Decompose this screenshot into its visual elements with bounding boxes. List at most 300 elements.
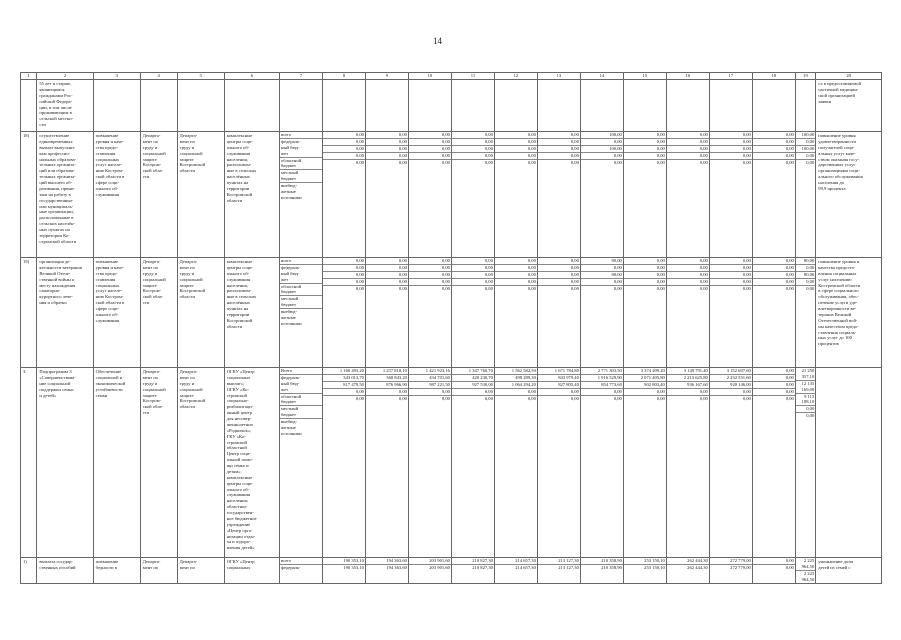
value-cell — [365, 258, 408, 368]
amount: 927 530,00 — [452, 382, 494, 389]
value-cell — [666, 368, 709, 558]
amount: 210 827,30 — [472, 564, 493, 570]
amount: 1 421 923,16 — [409, 368, 451, 375]
source-label: всего — [280, 132, 322, 139]
expected-result: повышение уровня удовлетворенности получателей соци- альных услуг каче- ством оказания госу- дарственных услуг организациями соци- ального обслуживания населения до 99,9 процента — [816, 132, 882, 258]
amount: 0,00 — [796, 139, 815, 146]
amount: 343 013,70 — [323, 375, 365, 382]
amount: 0,00 — [699, 395, 708, 401]
amount: 21 250 357,10 — [796, 368, 815, 381]
amount: 0,00 — [538, 279, 580, 286]
header-cell: 8 — [322, 73, 365, 80]
amount: 0,00 — [796, 279, 815, 286]
source-label: местный бюджет — [280, 406, 322, 419]
amount: 0,00 — [613, 159, 622, 165]
amount: 0,00 — [409, 265, 451, 272]
amount: 0,00 — [667, 265, 709, 272]
amount: 100,00 — [796, 146, 815, 153]
header-cell: 1 — [21, 73, 37, 80]
expected-result — [816, 368, 882, 558]
value-cell — [365, 558, 408, 584]
header-cell: 16 — [666, 73, 709, 80]
amount: 0,00 — [538, 153, 580, 160]
amount: 0,00 — [806, 285, 815, 291]
amount: 2 071 405,80 — [624, 375, 666, 382]
source-label: всего — [280, 258, 322, 265]
value-cell — [709, 558, 752, 584]
amount: 0,00 — [495, 258, 537, 265]
participant: ОГКУ «Центр социальных выплат»; ОГКУ «Ко- стромской социально- реабилитаци- онный центр для несовер- шеннолетних «Родничок»; ГКУ «Ко- стромской областной Центр соци- альной помо- щи семье и детям»; комплексные центры соци- ального об- служивания населения; областное государствен- ное бюджетное учреждение «Центр орга- низации отды- ха и оздоро- вления детей» — [224, 368, 279, 558]
amount: 0,00 — [699, 285, 708, 291]
cell — [279, 80, 322, 132]
value-cell — [322, 258, 365, 368]
cell — [537, 80, 580, 132]
amount: 843 979,40 — [538, 375, 580, 382]
amount: 2 225 964,50 — [801, 570, 815, 582]
cell: сл в предоставляемой частичной медицин- ской организацией заявки — [816, 80, 882, 132]
amount: 0,00 — [710, 258, 752, 265]
value-cell — [623, 368, 666, 558]
amount: 0,00 — [742, 285, 751, 291]
cell — [795, 80, 815, 132]
amount: 0,00 — [495, 132, 537, 139]
amount: 0,00 — [753, 132, 795, 139]
amount: 100,00 — [581, 146, 623, 153]
amount: 0,00 — [366, 146, 408, 153]
amount: 360 843,20 — [366, 375, 408, 382]
amount: 194 363,60 — [386, 564, 407, 570]
amount: 0,00 — [409, 132, 451, 139]
table-row — [21, 132, 882, 258]
amount: 0,00 — [742, 395, 751, 401]
amount: 0,00 — [355, 159, 364, 165]
amount: 0,00 — [699, 159, 708, 165]
row-number: 3. — [21, 368, 37, 558]
amount: 987 221,50 — [409, 382, 451, 389]
value-cell — [451, 132, 494, 258]
value-cell — [795, 558, 815, 584]
amount: 100,00 — [796, 132, 815, 139]
amount: 0,00 — [355, 395, 364, 401]
goal: Обеспечение социальной и экономической устойчивости семьи — [93, 368, 140, 558]
amount: 0,00 — [409, 153, 451, 160]
amount: 0,00 — [796, 265, 815, 272]
cell — [752, 80, 795, 132]
table-row — [21, 258, 882, 368]
amount: 1 562 582,50 — [495, 368, 537, 375]
amount: 0,00 — [581, 389, 623, 396]
header-cell: 7 — [279, 73, 322, 80]
amount: 0,00 — [753, 368, 795, 375]
amount: 0,00 — [624, 153, 666, 160]
amount: 827 805,40 — [538, 382, 580, 389]
value-cell — [580, 368, 623, 558]
amount: 0,00 — [538, 132, 580, 139]
amount: 0,00 — [656, 395, 665, 401]
value-cell — [451, 558, 494, 584]
funding-sources — [279, 558, 322, 584]
amount: 2 771 303,50 — [581, 368, 623, 375]
amount: 0,00 — [366, 153, 408, 160]
value-cell — [752, 258, 795, 368]
amount: 0,00 — [806, 159, 815, 165]
cell — [623, 80, 666, 132]
amount: 0,00 — [366, 272, 408, 279]
amount: 0,00 — [409, 389, 451, 396]
value-cell — [666, 558, 709, 584]
amount: 262 444,30 — [687, 564, 708, 570]
amount: 0,00 — [785, 159, 794, 165]
source-label: Всего — [280, 368, 322, 375]
amount: 0,00 — [452, 132, 494, 139]
amount: 253 150,10 — [624, 558, 666, 565]
amount: 80,00 — [796, 272, 815, 279]
amount: 100,00 — [581, 132, 623, 139]
amount: 434 701,60 — [409, 375, 451, 382]
header-cell: 4 — [140, 73, 177, 80]
amount: 1 160 493,20 — [323, 368, 365, 375]
amount: 0,00 — [570, 159, 579, 165]
header-cell: 10 — [408, 73, 451, 80]
amount: 0,00 — [613, 285, 622, 291]
amount: 262 444,30 — [667, 558, 709, 565]
header-cell: 20 — [816, 73, 882, 80]
amount: 0,00 — [753, 558, 795, 565]
amount: 0,00 — [624, 258, 666, 265]
value-cell — [365, 132, 408, 258]
amount: 0,00 — [495, 272, 537, 279]
amount: 0,00 — [355, 285, 364, 291]
value-cell — [795, 258, 815, 368]
goal: повышение уровня и каче- ства предо- ставления социальных услуг населе- нию Костром- ской области в сфере соци- ального об- служивания — [93, 258, 140, 368]
value-cell — [752, 368, 795, 558]
amount: 9 115 188,10 — [796, 394, 815, 407]
amount: 0,00 — [409, 279, 451, 286]
value-cell — [322, 368, 365, 558]
amount: 0,00 — [753, 146, 795, 153]
amount: 0,00 — [452, 265, 494, 272]
amount: 0,00 — [785, 285, 794, 291]
amount: 854 773,60 — [581, 382, 623, 389]
executor: Департа- мент по — [140, 558, 177, 584]
amount: 0,00 — [538, 139, 580, 146]
header-cell: 5 — [177, 73, 224, 80]
header-cell: 12 — [494, 73, 537, 80]
amount: 0,00 — [667, 279, 709, 286]
amount: 0,00 — [452, 153, 494, 160]
value-cell — [537, 258, 580, 368]
amount: 194 363,60 — [366, 558, 408, 565]
amount: 936 167,60 — [667, 382, 709, 389]
amount: 0,00 — [495, 265, 537, 272]
value-cell — [494, 132, 537, 258]
amount: 0,00 — [667, 139, 709, 146]
amount: 0,00 — [581, 279, 623, 286]
amount: 0,00 — [441, 285, 450, 291]
amount: 0,00 — [366, 265, 408, 272]
amount: 0,00 — [624, 132, 666, 139]
value-cell — [580, 132, 623, 258]
amount: 0,00 — [527, 285, 536, 291]
source-label: федераль- ный бюд- жет — [280, 139, 322, 158]
value-cell — [322, 132, 365, 258]
cell — [140, 80, 177, 132]
value-cell — [666, 132, 709, 258]
amount: 214 657,30 — [515, 564, 536, 570]
amount: 214 657,30 — [495, 558, 537, 565]
cell — [224, 80, 279, 132]
amount: 0,00 — [581, 153, 623, 160]
amount: 0,00 — [527, 159, 536, 165]
amount: 0,00 — [753, 382, 795, 389]
source-label: областной бюджет — [280, 394, 322, 407]
amount: 0,00 — [753, 272, 795, 279]
amount: 0,00 — [495, 153, 537, 160]
cell — [451, 80, 494, 132]
value-cell — [709, 368, 752, 558]
header-cell: 19 — [795, 73, 815, 80]
amount: 0,00 — [495, 146, 537, 153]
value-cell — [795, 132, 815, 258]
value-cell — [709, 258, 752, 368]
amount: 0,00 — [323, 265, 365, 272]
value-cell — [537, 558, 580, 584]
source-label: внебюд- жетные источники — [280, 309, 302, 326]
amount: 0,00 — [441, 395, 450, 401]
amount: 0,00 — [495, 389, 537, 396]
expected-result: повышение уровня и качества предоста- вления социальных услуг населению Костромской области в сфере социального обслуживания, обес- печение услуги уде- влетворенности ве- теранов Великой Отечественной вой- ны качеством предо- ставления социаль- ных услуг до 100 процентов — [816, 258, 882, 368]
source-label: федераль- ный бюд- жет — [280, 265, 322, 284]
executor: Департа- мент по труду и социальной защите Костром- ской обла- сти — [140, 368, 177, 558]
participant: комплексные центры соци- ального об- служивания населения, расположен- ные в сельских населённых пунктах на территории Костромской области — [224, 132, 279, 258]
amount: 0,00 — [710, 265, 752, 272]
header-cell: 17 — [709, 73, 752, 80]
cell: 55 лет и старше, являющимся гражданами Рос- сийской Федера- ции, в том числе проживающим в сельской местно- сти — [37, 80, 93, 132]
cell — [21, 80, 37, 132]
amount: 0,00 — [570, 395, 579, 401]
financing-table — [20, 72, 882, 584]
amount: 902 803,40 — [624, 382, 666, 389]
amount: 0,00 — [366, 139, 408, 146]
amount: 0,00 — [484, 159, 493, 165]
header-cell: 18 — [752, 73, 795, 80]
amount: 0,00 — [366, 258, 408, 265]
amount: 0,00 — [409, 146, 451, 153]
amount: 817 479,50 — [323, 382, 365, 389]
cell — [322, 80, 365, 132]
amount: 210 358,90 — [581, 558, 623, 565]
amount: 0,00 — [796, 153, 815, 160]
amount: 0,00 — [441, 159, 450, 165]
amount: 0,00 — [624, 265, 666, 272]
amount: 0,00 — [753, 258, 795, 265]
value-cell — [451, 368, 494, 558]
amount: 272 779,00 — [710, 558, 752, 565]
table-row — [21, 558, 882, 584]
source-label: областной бюджет — [280, 284, 322, 297]
cell — [177, 80, 224, 132]
amount: 2 232 551,60 — [710, 375, 752, 382]
value-cell — [537, 132, 580, 258]
amount: 0,00 — [495, 139, 537, 146]
value-cell — [408, 258, 451, 368]
co-executor: Департа- мент по труду и социальной защите Костромской области — [177, 368, 224, 558]
amount: 190 353,10 — [323, 558, 365, 565]
amount: 0,00 — [452, 258, 494, 265]
co-executor: Департа- мент по труду и социальной защите Костромской области — [177, 132, 224, 258]
amount: 80,00 — [581, 258, 623, 265]
header-row — [21, 73, 882, 80]
value-cell — [795, 368, 815, 558]
measure-name: Подпрограмма 3 «Совершенствова- ние социальной поддержки семьи и детей» — [37, 368, 93, 558]
amount: 0,00 — [409, 139, 451, 146]
header-cell: 3 — [93, 73, 140, 80]
value-cell — [752, 132, 795, 258]
executor: Департа- мент по труду и социальной защите Костром- ской обла- сти — [140, 132, 177, 258]
amount: 2 213 625,80 — [667, 375, 709, 382]
source-label: внебюд- жетные источники — [280, 419, 302, 436]
amount: 0,00 — [452, 279, 494, 286]
amount: 0,00 — [710, 279, 752, 286]
amount: 253 150,10 — [644, 564, 665, 570]
cell — [709, 80, 752, 132]
cell — [494, 80, 537, 132]
amount: 0,00 — [710, 146, 752, 153]
amount: 3 374 209,20 — [624, 368, 666, 375]
source-label: местный бюджет — [280, 170, 322, 183]
source-label: областной бюджет — [280, 158, 322, 171]
amount: 80,00 — [581, 272, 623, 279]
amount: 0,00 — [570, 285, 579, 291]
amount: 0,00 — [323, 139, 365, 146]
source-label: федераль- ный бюд- жет — [280, 375, 322, 394]
amount: 213 127,30 — [538, 558, 580, 565]
value-cell — [322, 558, 365, 584]
co-executor: Департа- мент по труду и социальной защите Костромской области — [177, 258, 224, 368]
amount: 1 916 529,90 — [581, 375, 623, 382]
amount: 0,00 — [710, 132, 752, 139]
amount: 0,00 — [785, 564, 794, 570]
amount: 272 779,00 — [730, 564, 751, 570]
amount: 0,00 — [538, 146, 580, 153]
cell — [365, 80, 408, 132]
amount: 0,00 — [452, 389, 494, 396]
amount: 0,00 — [452, 139, 494, 146]
amount: 0,00 — [753, 139, 795, 146]
amount: 0,00 — [667, 146, 709, 153]
cell — [93, 80, 140, 132]
amount: 920 146,00 — [710, 382, 752, 389]
source-label: федераль- — [280, 564, 301, 570]
value-cell — [752, 558, 795, 584]
amount: 0,00 — [753, 153, 795, 160]
value-cell — [451, 258, 494, 368]
amount: 0,00 — [753, 265, 795, 272]
amount: 3 149 791,40 — [667, 368, 709, 375]
amount: 1 671 784,80 — [538, 368, 580, 375]
amount: 0,00 — [581, 139, 623, 146]
amount: 0,00 — [366, 132, 408, 139]
amount: 0,00 — [667, 132, 709, 139]
amount: 0,00 — [538, 272, 580, 279]
table-row — [21, 368, 882, 558]
amount: 0,00 — [753, 389, 795, 396]
amount: 0,00 — [613, 395, 622, 401]
amount: 0,00 — [624, 272, 666, 279]
value-cell — [494, 258, 537, 368]
value-cell — [709, 132, 752, 258]
value-cell — [623, 132, 666, 258]
amount: 0,00 — [624, 389, 666, 396]
amount: 0,00 — [409, 258, 451, 265]
header-cell: 11 — [451, 73, 494, 80]
amount: 1 237 810,10 — [366, 368, 408, 375]
amount: 12 135 169,00 — [796, 381, 815, 394]
amount: 80,00 — [796, 258, 815, 265]
amount: 213 127,30 — [558, 564, 579, 570]
row-number: 18) — [21, 132, 37, 258]
amount: 0,00 — [667, 272, 709, 279]
source-label: местный бюджет — [280, 296, 322, 309]
value-cell — [408, 368, 451, 558]
amount: 0,00 — [484, 285, 493, 291]
amount: 3 152 697,60 — [710, 368, 752, 375]
amount: 0,00 — [656, 285, 665, 291]
amount: 0,00 — [742, 159, 751, 165]
amount: 0,00 — [366, 389, 408, 396]
header-cell: 6 — [224, 73, 279, 80]
value-cell — [623, 558, 666, 584]
value-cell — [580, 558, 623, 584]
header-cell: 13 — [537, 73, 580, 80]
amount: 0,00 — [796, 406, 815, 413]
amount: 0,00 — [484, 395, 493, 401]
amount: 0,00 — [710, 139, 752, 146]
amount: 0,00 — [323, 153, 365, 160]
amount: 0,00 — [323, 272, 365, 279]
amount: 0,00 — [323, 132, 365, 139]
value-cell — [494, 558, 537, 584]
funding-sources — [279, 368, 322, 558]
value-cell — [623, 258, 666, 368]
amount: 0,00 — [366, 279, 408, 286]
goal: повышение бедности в — [93, 558, 140, 584]
amount: 0,00 — [624, 279, 666, 286]
amount: 420 230,70 — [452, 375, 494, 382]
amount: 0,00 — [753, 375, 795, 382]
expected-result: уменьшение доли детей из семей с — [816, 558, 882, 584]
amount: 0,00 — [398, 159, 407, 165]
participant: комплексные центры соци- ального об- служивания населения, расположен- ные в сельских населённых пунктах на территории Костромской области — [224, 258, 279, 368]
value-cell — [537, 368, 580, 558]
row-number: 1) — [21, 558, 37, 584]
header-cell: 15 — [623, 73, 666, 80]
amount: 0,00 — [409, 272, 451, 279]
cell — [408, 80, 451, 132]
header-cell: 2 — [37, 73, 93, 80]
goal: повышение уровня и каче- ства предо- ставления социальных услуг населе- нию Костром- ской области в сфере соци- ального об- служивания — [93, 132, 140, 258]
amount: 0,00 — [710, 389, 752, 396]
amount: 190 353,10 — [343, 564, 364, 570]
amount: 0,00 — [323, 258, 365, 265]
amount: 0,00 — [753, 279, 795, 286]
funding-sources — [279, 132, 322, 258]
measure-name: организация де- ятельности ветеранов Великой Отече- ственной войны к месту нахождения санаторно- курортного лече- ния и обратно — [37, 258, 93, 368]
amount: 210 827,30 — [452, 558, 494, 565]
source-label: внебюд- жетные источники — [280, 183, 302, 200]
header-cell: 9 — [365, 73, 408, 80]
value-cell — [408, 558, 451, 584]
